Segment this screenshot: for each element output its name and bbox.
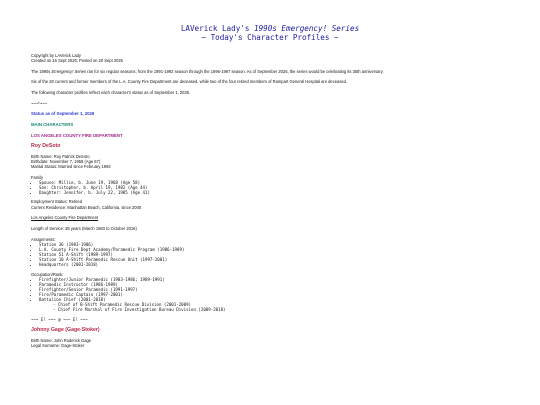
intro-paragraph-1: The 1990s Emergency! Series ran for six regular seasons, from the 1991-1992 season through the 1996-1997 season. As of September 2026, the series would be celebrating its 35th anniversary. [31, 68, 384, 74]
title-line-1: LAVerick Lady's 1990s Emergency! Series [180, 24, 360, 33]
page-title [31, 24, 509, 43]
intro-paragraph-2: Six of the 28 current and former members of the L.A. County Fire Department are deceased, while two of the four retired members of Rampart General Hospital are deceased. [31, 79, 348, 85]
johnny-birth-name: Birth Name: John Roderick Gage [31, 337, 92, 343]
roy-assignments-list [31, 242, 509, 267]
list-item: • Spouse: Millie, b. June 19, 1968 (Age 58) [39, 180, 509, 185]
list-item: - Chief Fire Marshal of Fire Investigation Bureau Division (2009-2018) [53, 307, 226, 313]
roy-employment-status: Employment Status: Retired [31, 199, 82, 205]
roy-assignments-label: Assignments: [31, 236, 56, 242]
list-item: • Daughter: Jennifer, b. July 22, 1985 (Age 41) [39, 190, 509, 195]
status-heading: Status as of September 1, 2026 [31, 111, 95, 117]
title-line-2: ~ Today's Character Profiles ~ [201, 33, 339, 43]
roy-desoto-heading: Roy DeSoto [31, 143, 61, 150]
list-item: • Fire/Paramedic Captain (1997-2001) [39, 292, 509, 297]
roy-residence: Current Residence: Manhattan Beach, California, since 2000 [31, 204, 142, 210]
roy-length-of-service: Length of Service: 35 years (March 1983 to October 2018) [31, 225, 137, 231]
list-item: • Station 10 A-Shift Paramedic Rescue Unit (1997-2001) [39, 257, 509, 262]
list-item: • L.A. County Fire Dept Academy/Paramedic Program (1986-1989) [39, 247, 509, 252]
roy-department-heading: Los Angeles County Fire Department [31, 215, 99, 221]
list-item: • Headquarters (2001-2018) [39, 262, 509, 267]
main-characters-heading: MAIN CHARACTERS [31, 122, 74, 128]
intro-paragraph-3: The following character profiles reflect each character's status as of September 1, 2026. [31, 89, 191, 95]
list-item: • Station 51 A-Shift (1989-1997) [39, 252, 509, 257]
johnny-gage-heading: Johnny Gage (Gage-Stoker) [31, 327, 100, 334]
lacfd-heading: LOS ANGELES COUNTY FIRE DEPARTMENT [31, 132, 123, 138]
list-item: • Paramedic Instructor (1986-1989) [39, 282, 509, 287]
list-item: • Son: Christopher, b. April 19, 1982 (Age 44) [39, 185, 509, 190]
copyright-line: Copyright by LAVerick Lady [31, 52, 81, 58]
roy-family-list [31, 180, 509, 195]
roy-occupation-list [31, 277, 509, 302]
roy-family-label: Family [31, 174, 44, 180]
section-separator: ~~~ E! ~~~ @ ~~~ E! ~~~ [31, 316, 88, 322]
series-name: 1990s Emergency! Series [254, 24, 360, 33]
roy-occupation-label: Occupation/Rank: [31, 271, 64, 277]
roy-occupation-sublist [31, 302, 509, 312]
roy-birth-name: Birth Name: Roy Patrick DeSoto [31, 153, 90, 159]
list-item: - Chief of B-Shift Paramedic Rescue Division (2001-2009) [53, 302, 192, 308]
created-line: Created on 16 Sept 2026; Posted on 20 Sept 2026 [31, 57, 123, 63]
johnny-legal-surname: Legal Surname: Gage-Stoker [31, 342, 85, 348]
list-item: • Station 36 (1983-1986) [39, 242, 509, 247]
intro-separator: ~~~*~~~ [31, 100, 47, 106]
list-item: • Firefighter/Senior Paramedic (1991-1997) [39, 287, 509, 292]
list-item: • Battalion Chief (2001-2018) [39, 297, 509, 302]
list-item: • Firefighter/Junior Paramedic (1983-1986; 1989-1991) [39, 277, 509, 282]
roy-birthdate: Birthdate: November 7, 1958 (Age 67) [31, 158, 101, 164]
roy-marital-status: Marital Status: Married since February 1994 [31, 163, 111, 169]
